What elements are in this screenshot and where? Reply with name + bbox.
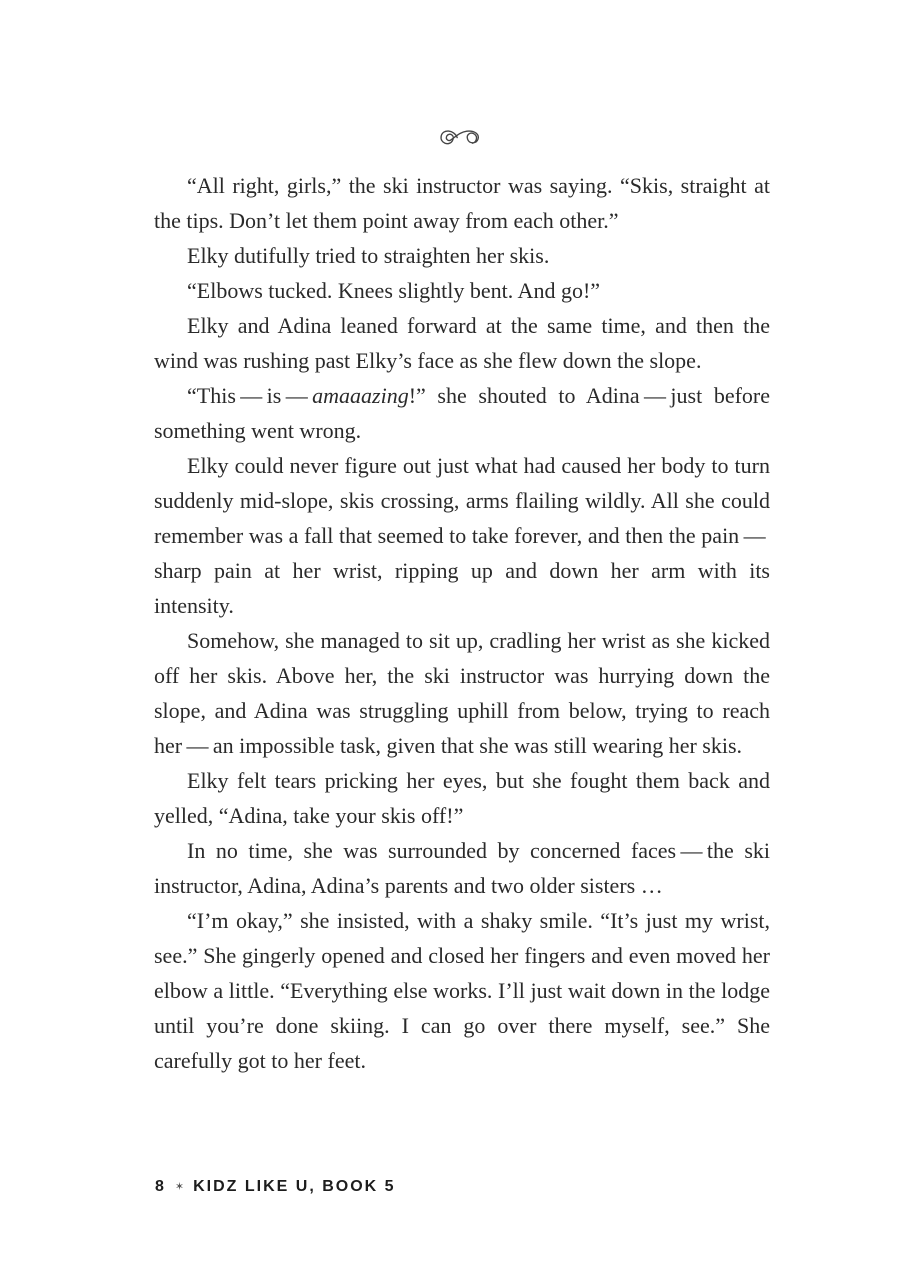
story-text <box>154 168 770 1078</box>
paragraph <box>154 238 770 273</box>
paragraph-text: Elky could never figure out just what had caused her body to turn suddenly mid-slope, skis crossing, arms flailing wildly. All she could remember was a fall that seemed to take forever, and then the pain — sharp pain at her wrist, ripping up and down her arm with its intensity. <box>154 453 770 618</box>
paragraph-text: Elky and Adina leaned forward at the same time, and then the wind was rushing past Elky’s face as she flew down the slope. <box>154 313 770 373</box>
page-footer <box>155 1178 396 1196</box>
paragraph <box>154 168 770 238</box>
paragraph <box>154 308 770 378</box>
paragraph-text-italic: amaaazing <box>312 383 409 408</box>
paragraph-text: Somehow, she managed to sit up, cradling her wrist as she kicked off her skis. Above her, the ski instructor was hurrying down the slope, and Adina was struggling uphill from below, trying to reach her — an impossible task, given that she was still wearing her skis. <box>154 628 770 758</box>
book-title: KIDZ LIKE U, BOOK 5 <box>193 1178 396 1195</box>
paragraph-text: Elky felt tears pricking her eyes, but she fought them back and yelled, “Adina, take your skis off!” <box>154 768 770 828</box>
paragraph <box>154 833 770 903</box>
page-number: 8 <box>155 1178 166 1195</box>
flourish-ornament-icon <box>154 124 770 158</box>
paragraph <box>154 623 770 763</box>
paragraph <box>154 378 770 448</box>
paragraph <box>154 448 770 623</box>
paragraph-text: “Elbows tucked. Knees slightly bent. And go!” <box>187 278 601 303</box>
paragraph-text: “I’m okay,” she insisted, with a shaky smile. “It’s just my wrist, see.” She gingerly opened and closed her fingers and even moved her elbow a little. “Everything else works. I’ll just wait down in the lodge until you’re done skiing. I can go over there myself, see.” She carefully got to her feet. <box>154 908 770 1073</box>
paragraph <box>154 903 770 1078</box>
paragraph-text: “All right, girls,” the ski instructor was saying. “Skis, straight at the tips. Don’t let them point away from each other.” <box>154 173 770 233</box>
paragraph-text: Elky dutifully tried to straighten her skis. <box>187 243 550 268</box>
footer-star-icon: ✶ <box>174 1180 185 1193</box>
paragraph-text: “This — is — <box>187 383 313 408</box>
paragraph-text: In no time, she was surrounded by concerned faces — the ski instructor, Adina, Adina’s parents and two older sisters … <box>154 838 770 898</box>
page-content <box>154 124 770 1078</box>
paragraph <box>154 273 770 308</box>
paragraph-text: !” she shouted to Adina — just before something went wrong. <box>154 383 770 443</box>
paragraph <box>154 763 770 833</box>
